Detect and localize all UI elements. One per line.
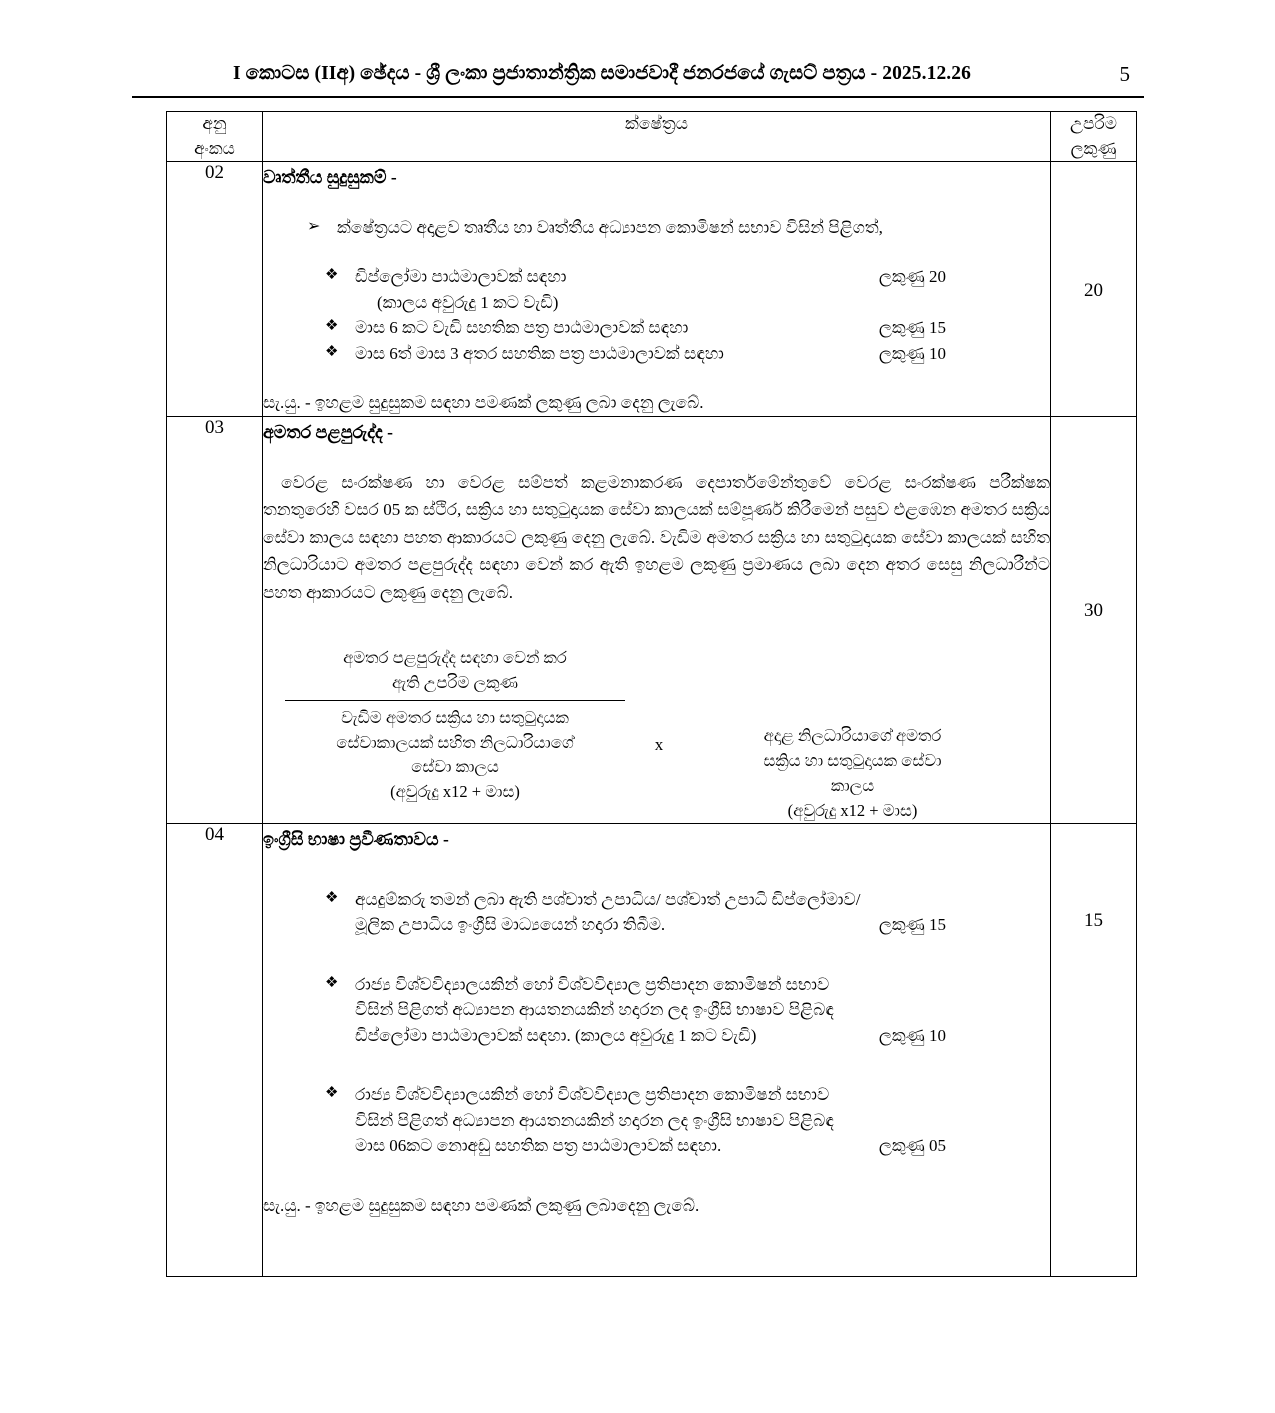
column-header-serial-line1: අනු: [202, 114, 227, 133]
formula-denominator-line3: සේවා කාලය: [411, 757, 499, 777]
row-note-04: සැ.යු. - ඉහළම සුදුසුකම සඳහා පමණක් ලකුණු ලබාදෙනු ලැබේ.: [263, 1195, 700, 1215]
column-header-serial-line2: අංකය: [194, 138, 235, 158]
row-marks-04: [1051, 824, 1137, 1277]
formula-fraction-bar: [285, 700, 625, 701]
list-item-body: [355, 972, 1050, 1049]
arrow-list-item-text: ක්ෂේත්‍රයට අදාළව තෘතීය හා වෘත්තීය අධ්‍යාපන කොමිෂන් සභාව විසින් පිළිගත්,: [337, 217, 883, 237]
row-field-02: [263, 162, 1051, 416]
table-header-row: [167, 112, 1137, 162]
row-field-04: [263, 824, 1051, 1277]
formula-right-operand: [689, 646, 1050, 823]
list-item-value: ලකුණු 05: [878, 1136, 946, 1156]
column-header-marks: [1051, 112, 1137, 162]
list-item-label: මාස 6ත් මාස 3 අතර සහතික පත්‍ර පාඨමාලාවක් සඳහා: [355, 343, 724, 363]
list-item-body: [355, 264, 1050, 315]
page-header: [132, 62, 1144, 98]
list-item-body: [355, 315, 1050, 341]
list-item-subtext: (කාලය අවුරුදු 1 කට වැඩි): [377, 292, 559, 312]
list-item-line: රාජ්‍ය විශ්වවිද්‍යාලයකින් හෝ විශ්වවිද්‍යාල ප්‍රතිපාදන කොමිෂන් සභාව: [355, 974, 830, 994]
list-item-line: අයදුම්කරු තමන් ලබා ඇති පශ්චාත් උපාධිය/ පශ්චාත් උපාධි ඩිප්ලෝමාව/: [355, 889, 861, 909]
marks-value-04: 15: [1084, 910, 1103, 932]
list-item-line: රාජ්‍ය විශ්වවිද්‍යාලයකින් හෝ විශ්වවිද්‍යාල ප්‍රතිපාදන කොමිෂන් සභාව: [355, 1085, 830, 1105]
diamond-bullet-icon: ❖: [325, 267, 339, 284]
arrow-list-item: [263, 215, 1050, 241]
header-divider: [132, 96, 1144, 98]
formula-right-line4: (අවුරුදු x12 + මාස): [787, 800, 918, 820]
table-row: [167, 824, 1137, 1277]
formula-right-line2: සක්‍රිය හා සතුටුදායක සේවා: [763, 751, 942, 771]
diamond-bullet-icon: ❖: [325, 889, 339, 906]
row-title-02: වෘත්තීය සුදුසුකම් -: [263, 167, 397, 188]
row-note-02: සැ.යු. - ඉහළම සුදුසුකම සඳහා පමණක් ලකුණු ලබා දෙනු ලැබේ.: [263, 393, 704, 413]
list-item-body: [355, 1082, 1050, 1159]
list-item: [263, 887, 1050, 938]
formula-operator: x: [654, 735, 664, 755]
list-item-label: මාස 6 කට වැඩි සහතික පත්‍ර පාඨමාලාවක් සඳහා: [355, 318, 689, 338]
list-item-body: [355, 341, 1050, 367]
list-item-value: ලකුණු 20: [878, 267, 946, 287]
list-item-value: ලකුණු 10: [878, 343, 946, 363]
list-item-line: විසින් පිළිගත් අධ්‍යාපන ආයතනයකින් හදාරන ලද ඉංග්‍රීසි භාෂාව පිළිබඳ: [355, 1110, 834, 1130]
column-header-marks-line2: ලකුණු: [1070, 138, 1117, 158]
list-item-line: විසින් පිළිගත් අධ්‍යාපන ආයතනයකින් හදාරන ලද ඉංග්‍රීසි භාෂාව පිළිබඳ: [355, 1000, 834, 1020]
row-serial-02: 02: [167, 162, 263, 416]
diamond-bullet-icon: ❖: [325, 318, 339, 335]
list-item-value: ලකුණු 15: [878, 318, 946, 338]
header-title: I කොටස (IIඅ) ඡේදය - ශ්‍රී ලංකා ප්‍රජාතාන්ත්‍රික සමාජවාදී ජනරජයේ ගැසට් පත්‍රය - 2025.12.26: [233, 63, 971, 84]
list-item: [263, 341, 1050, 367]
row-serial-04: 04: [167, 824, 263, 1277]
row-marks-02: [1051, 162, 1137, 416]
list-item-value: ලකුණු 15: [878, 915, 946, 935]
marks-formula: [263, 646, 1050, 823]
list-item-body: [355, 887, 1050, 938]
marks-value-02: 20: [1084, 280, 1103, 302]
diamond-bullet-icon: ❖: [325, 1085, 339, 1102]
row-title-04: ඉංග්‍රීසි භාෂා ප්‍රවීණතාවය -: [263, 829, 449, 850]
formula-right-line3: කාලය: [830, 775, 875, 795]
list-item: [263, 972, 1050, 1049]
list-item: [263, 1082, 1050, 1159]
row-field-03: [263, 416, 1051, 824]
formula-denominator-line4: (අවුරුදු x12 + මාස): [390, 782, 520, 802]
formula-denominator: [281, 706, 629, 805]
table-row: [167, 162, 1137, 416]
list-item-line: මාස 06කට නොඅඩු සහතික පත්‍ර පාඨමාලාවක් සඳහා.: [355, 1136, 722, 1156]
list-item-label: ඩිප්ලෝමා පාඨමාලාවක් සඳහා: [355, 267, 567, 287]
diamond-bullet-icon: ❖: [325, 974, 339, 991]
row-paragraph-03: වෙරළ සංරක්ෂණ හා වෙරළ සම්පත් කළමනාකරණ දෙපාර්තමේන්තුවේ වෙරළ සංරක්ෂණ පරීක්ෂක තනතුරෙහි වසර 05 ක ස්ථිර, සක්‍රිය හා සතුටුදායක සේවා කාලයක් සම්පූර්ණ කිරීමෙන් පසුව එළඹෙන අමතර සක්‍රිය සේවා කාලය සඳහා පහත ආකාරයට ලකුණු දෙනු ලැබේ. වැඩිම අමතර සක්‍රිය හා සතුටුදායක සේවා කාලයක් සහිත නිලධාරියාට අමතර පළපුරුද්ද සඳහා වෙන් කර ඇති ඉහළම ලකුණු ප්‍රමාණය ලබා දෙන අතර සෙසු නිලධාරීන්ට පහත ආකාරයට ලකුණු දෙනු ලැබේ.: [263, 472, 1050, 602]
formula-denominator-line2: සේවාකාලයක් සහිත නිලධාරියාගේ: [336, 732, 574, 752]
diamond-bullet-icon: ❖: [325, 343, 339, 360]
row-title-03: අමතර පළපුරුද්ද -: [263, 421, 393, 442]
formula-denominator-line1: වැඩිම අමතර සක්‍රිය හා සතුටුදායක: [341, 707, 569, 727]
formula-numerator-line2: ඇති උපරිම ලකුණ: [391, 673, 519, 693]
row-marks-03: [1051, 416, 1137, 824]
list-item-line: මූලික උපාධිය ඉංග්‍රීසි මාධ්‍යයෙන් හදාරා තිබීම.: [355, 915, 666, 935]
table-row: [167, 416, 1137, 824]
column-header-field: ක්ෂේත්‍රය: [263, 112, 1051, 162]
formula-fraction: [263, 646, 629, 805]
list-item: [263, 264, 1050, 315]
marks-value-03: 30: [1084, 599, 1103, 621]
column-header-marks-line1: උපරිම: [1070, 114, 1117, 133]
list-item-line: ඩිප්ලෝමා පාඨමාලාවක් සඳහා. (කාලය අවුරුදු 1 කට වැඩි): [355, 1025, 757, 1045]
criteria-table: [166, 111, 1137, 1277]
list-item: [263, 315, 1050, 341]
arrow-bullet-icon: ➢: [307, 217, 321, 235]
row-serial-03: 03: [167, 416, 263, 824]
formula-numerator-line1: අමතර පළපුරුද්ද සඳහා වෙන් කර: [343, 648, 567, 668]
column-header-serial: [167, 112, 263, 162]
page-number: 5: [1119, 62, 1130, 86]
formula-numerator: [281, 646, 629, 699]
list-item-value: ලකුණු 10: [878, 1025, 946, 1045]
formula-right-line1: අදාළ නිලධාරියාගේ අමතර: [763, 726, 942, 746]
